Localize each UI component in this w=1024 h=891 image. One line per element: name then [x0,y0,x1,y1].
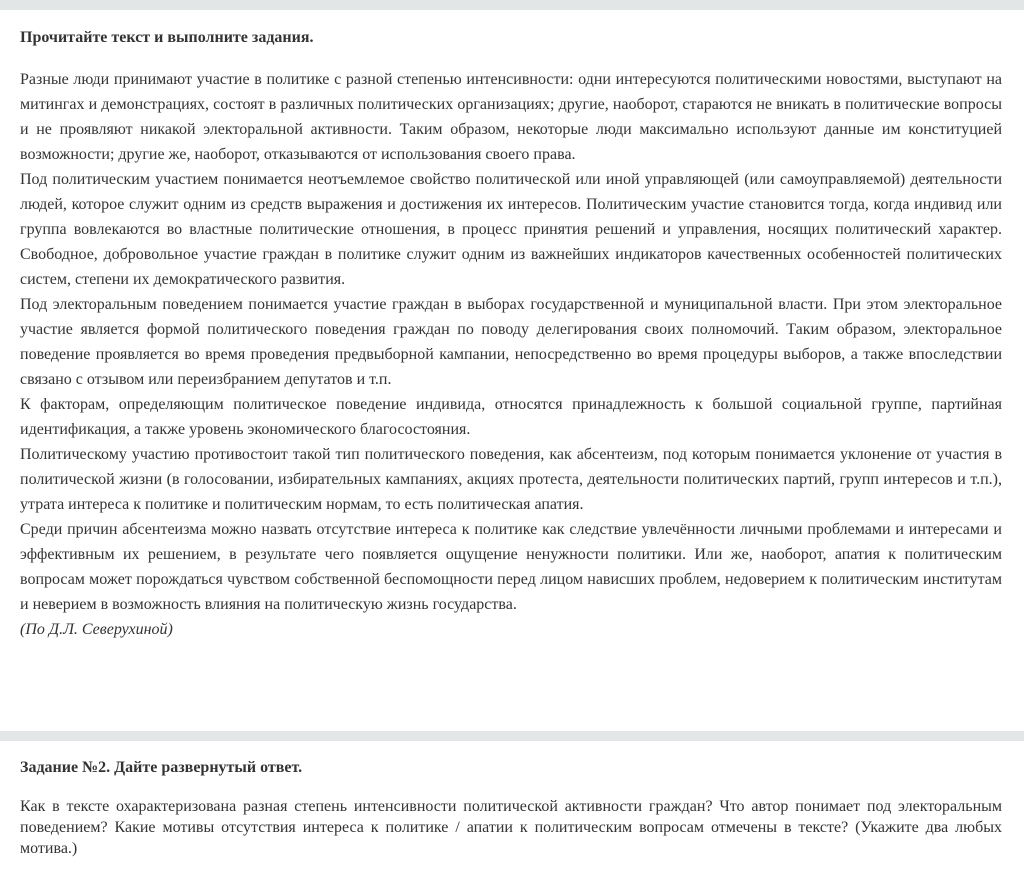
paragraph-5: Политическому участию противостоит такой тип политического поведения, как абсентеизм, под которым понимается уклонение от участия в политической жизни (в голосовании, избирательных кампаниях, акциях протеста, деятельности политических партий, групп интересов и т.п.), утрата интереса к политике и политическим нормам, то есть политическая апатия. [20,446,1002,513]
reading-text [20,67,1002,642]
paragraph-3: Под электоральным поведением понимается участие граждан в выборах государственной и муниципальной власти. При этом электоральное участие является формой политического поведения граждан по поводу делегирования своих полномочий. Таким образом, электоральное поведение проявляется во время проведения предвыборной кампании, непосредственно во время процедуры выборов, а также впоследствии связано с отзывом или переизбранием депутатов и т.п. [20,296,1002,388]
section-divider-bar [0,731,1024,741]
paragraph-4: К факторам, определяющим политическое поведение индивида, относятся принадлежность к большой социальной группе, партийная идентификация, а также уровень экономического благосостояния. [20,396,1002,438]
reading-section [20,28,1002,642]
top-divider-bar [0,0,1024,10]
task-section [20,758,1002,859]
paragraph-1: Разные люди принимают участие в политике с разной степенью интенсивности: одни интересуются политическими новостями, выступают на митингах и демонстрациях, состоят в различных политических организациях; другие, наоборот, стараются не вникать в политические вопросы и не проявляют никакой электоральной активности. Таким образом, некоторые люди максимально используют данные им конституцией возможности; другие же, наоборот, отказываются от использования своего права. [20,71,1002,163]
paragraph-2: Под политическим участием понимается неотъемлемое свойство политической или иной управляющей (или самоуправляемой) деятельности людей, которое служит одним из средств выражения и достижения их интересов. Политическим участие становится тогда, когда индивид или группа вовлекаются во властные политические отношения, в процесс принятия решений и управления, носящих политический характер. Свободное, добровольное участие граждан в политике служит одним из важнейших индикаторов качественных особенностей политических систем, степени их демократического развития. [20,171,1002,288]
reading-heading: Прочитайте текст и выполните задания. [20,29,314,46]
paragraph-6: Среди причин абсентеизма можно назвать отсутствие интереса к политике как следствие увлечённости личными проблемами и интересами и эффективным их решением, в результате чего появляется ощущение ненужности политики. Или же, наоборот, апатия к политическим вопросам может порождаться чувством собственной беспомощности перед лицом нависших проблем, недоверием к политическим институтам и неверием в возможность влияния на политическую жизнь государства. [20,521,1002,613]
task-heading: Задание №2. Дайте развернутый ответ. [20,759,303,776]
task-question: Как в тексте охарактеризована разная степень интенсивности политической активности граждан? Что автор понимает под электоральным поведением? Какие мотивы отсутствия интереса к политике / апатии к политическим вопросам отмечены в тексте? (Укажите два любых мотива.) [20,798,1002,857]
source-attribution: (По Д.Л. Северухиной) [20,621,173,638]
